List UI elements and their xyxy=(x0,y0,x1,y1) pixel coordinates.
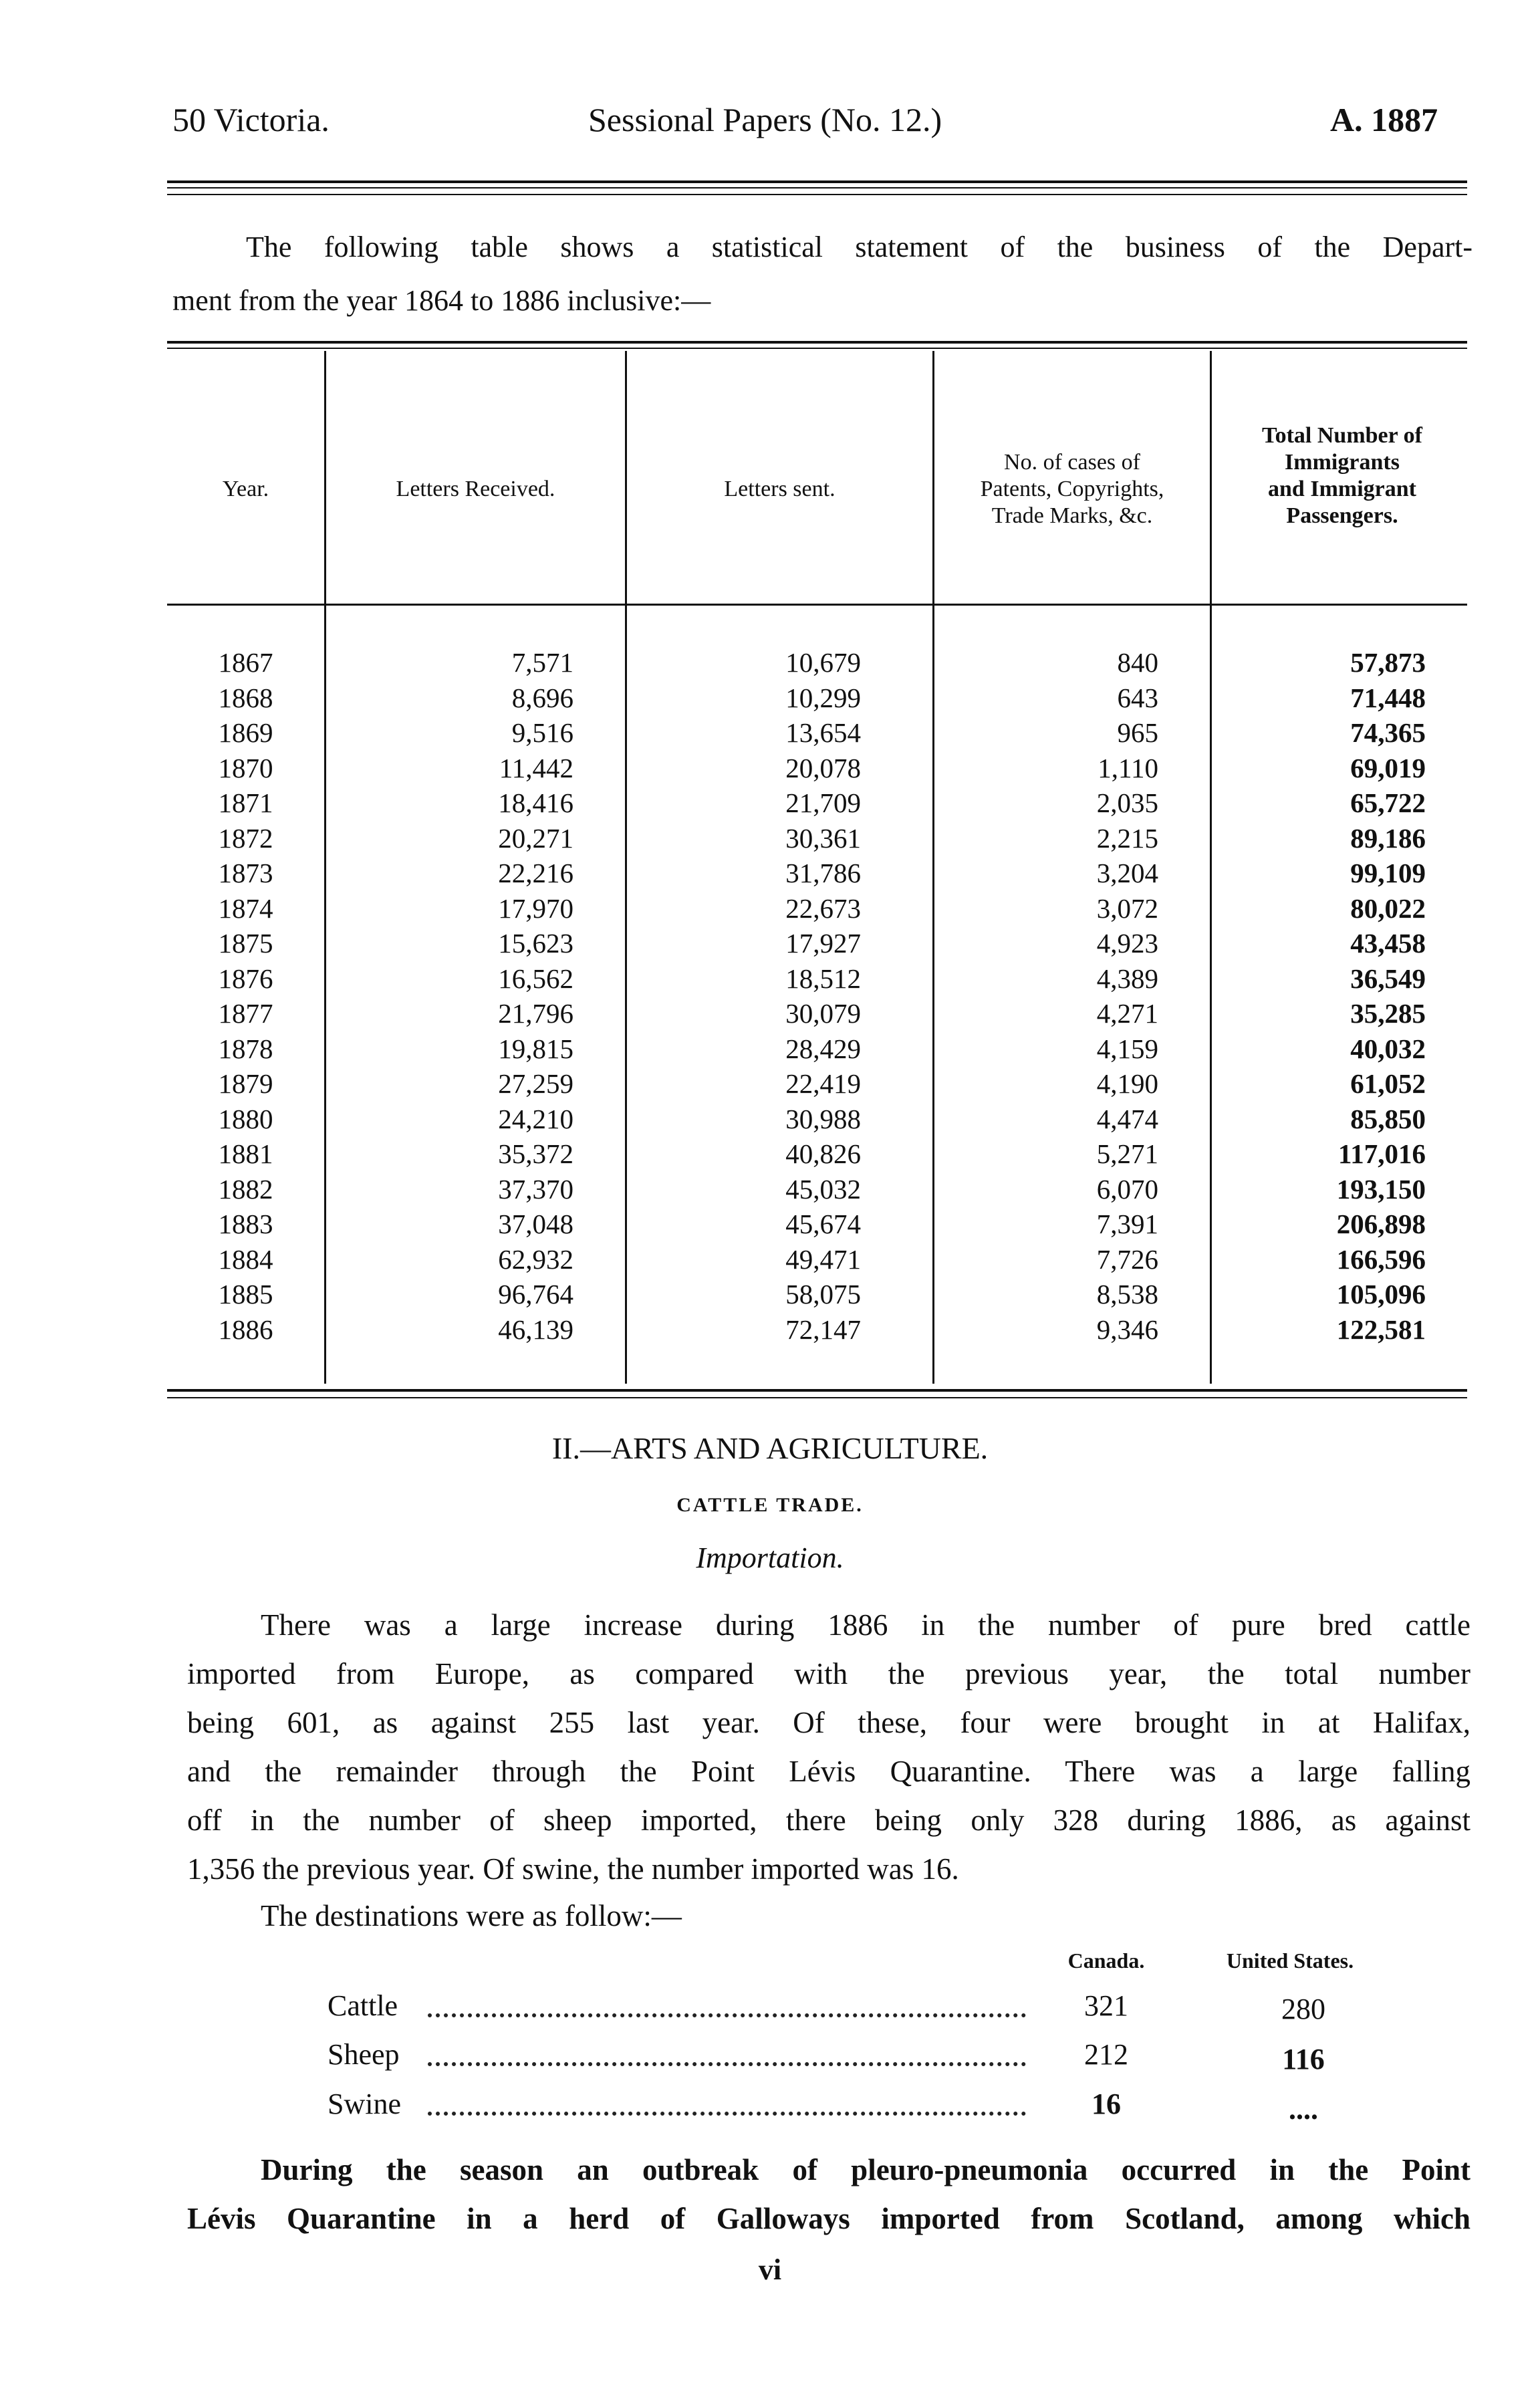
col-header-immigrants-line: Total Number of xyxy=(1262,423,1422,448)
table-cell: 11,442 xyxy=(499,752,573,783)
table-cell: 1877 xyxy=(218,998,273,1029)
header-rule-1 xyxy=(167,180,1467,183)
col-header-patents xyxy=(934,449,1210,529)
table-cell: 96,764 xyxy=(498,1279,573,1309)
table-cell: 40,826 xyxy=(785,1138,861,1169)
paragraph-line: Lévis Quarantine in a herd of Galloways imported from Scotland, among which xyxy=(187,2202,1470,2235)
table-cell: 643 xyxy=(1117,682,1158,713)
col-header-immigrants-line: and Immigrant xyxy=(1268,477,1416,501)
table-cell: 71,448 xyxy=(1350,682,1426,713)
table-cell: 85,850 xyxy=(1350,1103,1426,1134)
table-cell: 10,299 xyxy=(785,682,861,713)
table-cell: 1868 xyxy=(218,682,273,713)
table-cell: 36,549 xyxy=(1350,963,1426,994)
table-cell: 6,070 xyxy=(1096,1173,1158,1205)
table-cell: 193,150 xyxy=(1336,1173,1426,1205)
table-cell: 21,796 xyxy=(498,998,573,1029)
table-cell: 49,471 xyxy=(785,1243,861,1275)
paragraph-importation xyxy=(187,1601,1470,1894)
section-subsubtitle: Importation. xyxy=(696,1541,844,1574)
dot-leader xyxy=(428,2062,1026,2066)
table-top-rule-1 xyxy=(167,341,1467,344)
table-bottom-rule-1 xyxy=(167,1389,1467,1392)
table-cell: 7,391 xyxy=(1096,1209,1158,1239)
paragraph-line: off in the number of sheep imported, there being only 328 during 1886, as against xyxy=(187,1803,1470,1837)
table-cell: 4,923 xyxy=(1096,928,1158,959)
paragraph-outbreak xyxy=(187,2146,1470,2243)
table-cell: 8,696 xyxy=(511,682,573,713)
destinations-canada-value: 321 xyxy=(1084,1989,1128,2022)
header-rule-2 xyxy=(167,187,1467,189)
table-cell: 3,072 xyxy=(1096,892,1158,924)
dot-leader xyxy=(428,2112,1026,2116)
col-header-letters-received: Letters Received. xyxy=(396,477,555,501)
table-cell: 99,109 xyxy=(1350,858,1426,888)
table-cell: 19,815 xyxy=(498,1033,573,1064)
table-cell: 37,048 xyxy=(498,1209,573,1239)
table-cell: 840 xyxy=(1117,647,1158,678)
section-subtitle: CATTLE TRADE. xyxy=(676,1494,864,1516)
paragraph-line: imported from Europe, as compared with the previous year, the total number xyxy=(187,1657,1470,1690)
table-cell: 22,216 xyxy=(498,858,573,888)
col-header-immigrants-line: Passengers. xyxy=(1286,503,1398,528)
table-cell: 43,458 xyxy=(1350,928,1426,959)
table-cell: 117,016 xyxy=(1338,1138,1426,1169)
table-cell: 89,186 xyxy=(1350,822,1426,854)
table-cell: 3,204 xyxy=(1096,858,1158,888)
table-cell: 1881 xyxy=(218,1138,273,1169)
table-cell: 1875 xyxy=(218,928,273,959)
table-cell: 13,654 xyxy=(785,717,861,748)
col-header-letters-sent: Letters sent. xyxy=(724,477,836,501)
table-cell: 9,516 xyxy=(511,717,573,748)
table-cell: 10,679 xyxy=(785,647,861,678)
table-cell: 45,032 xyxy=(785,1173,861,1205)
table-cell: 206,898 xyxy=(1336,1209,1426,1239)
table-cell: 22,673 xyxy=(785,892,861,924)
dot-leader xyxy=(428,2013,1026,2017)
col-header-patents-line: Patents, Copyrights, xyxy=(980,477,1164,501)
table-cell: 62,932 xyxy=(498,1243,573,1275)
table-cell: 1870 xyxy=(218,752,273,783)
paragraph-line: and the remainder through the Point Lévis Quarantine. There was a large falling xyxy=(187,1755,1470,1788)
table-cell: 35,285 xyxy=(1350,998,1426,1029)
table-cell: 69,019 xyxy=(1350,752,1426,783)
intro-line-2: ment from the year 1864 to 1886 inclusive:— xyxy=(172,284,711,317)
table-top-rule-2 xyxy=(167,348,1467,349)
table-cell: 1879 xyxy=(218,1068,273,1099)
table-cell: 30,361 xyxy=(785,822,861,854)
destinations-col-us: United States. xyxy=(1226,1949,1354,1973)
table-cell: 5,271 xyxy=(1096,1138,1158,1169)
destinations-canada-value: 212 xyxy=(1084,2038,1128,2071)
table-cell: 1886 xyxy=(218,1313,273,1345)
table-cell: 1880 xyxy=(218,1103,273,1134)
table-cell: 27,259 xyxy=(498,1068,573,1099)
table-cell: 1876 xyxy=(218,963,273,994)
destinations-us-value: .... xyxy=(1289,2093,1318,2126)
header-center: Sessional Papers (No. 12.) xyxy=(588,101,942,138)
table-cell: 1869 xyxy=(218,717,273,748)
col-header-year: Year. xyxy=(222,477,269,501)
header-divider-rule xyxy=(167,604,1467,606)
col-header-immigrants-line: Immigrants xyxy=(1285,450,1400,475)
table-cell: 28,429 xyxy=(785,1033,861,1064)
table-cell: 4,190 xyxy=(1096,1068,1158,1099)
paragraph-line: being 601, as against 255 last year. Of these, four were brought in at Halifax, xyxy=(187,1706,1470,1739)
table-cell: 24,210 xyxy=(498,1103,573,1134)
table-cell: 1867 xyxy=(218,647,273,678)
header-left: 50 Victoria. xyxy=(172,101,330,138)
table-cell: 7,726 xyxy=(1096,1243,1158,1275)
table-cell: 22,419 xyxy=(785,1068,861,1099)
destinations-col-canada: Canada. xyxy=(1067,1949,1145,1973)
destinations-name: Sheep xyxy=(328,2038,400,2071)
table-cell: 1883 xyxy=(218,1209,273,1239)
destinations-intro: The destinations were as follow:— xyxy=(261,1899,682,1932)
table-cell: 2,035 xyxy=(1096,787,1158,818)
table-cell: 20,271 xyxy=(498,822,573,854)
table-cell: 1885 xyxy=(218,1279,273,1309)
table-cell: 4,271 xyxy=(1096,998,1158,1029)
table-cell: 105,096 xyxy=(1336,1279,1426,1309)
table-cell: 1873 xyxy=(218,858,273,888)
table-cell: 16,562 xyxy=(498,963,573,994)
destinations-us-value: 280 xyxy=(1281,1993,1325,2025)
destinations-name: Cattle xyxy=(328,1989,398,2022)
table-bottom-rule-2 xyxy=(167,1397,1467,1398)
table-cell: 7,571 xyxy=(511,647,573,678)
table-cell: 30,988 xyxy=(785,1103,861,1134)
table-cell: 72,147 xyxy=(785,1313,861,1345)
table-cell: 122,581 xyxy=(1336,1313,1426,1345)
table-cell: 80,022 xyxy=(1350,892,1426,924)
table-cell: 17,927 xyxy=(785,928,861,959)
table-cell: 20,078 xyxy=(785,752,861,783)
intro-text xyxy=(172,221,1472,328)
table-cell: 31,786 xyxy=(785,858,861,888)
paragraph-line: During the season an outbreak of pleuro-pneumonia occurred in the Point xyxy=(261,2153,1470,2186)
col-header-patents-line: Trade Marks, &c. xyxy=(991,503,1153,528)
paragraph-line: There was a large increase during 1886 in the number of pure bred cattle xyxy=(261,1608,1470,1642)
destinations-canada-value: 16 xyxy=(1092,2088,1121,2120)
table-cell: 30,079 xyxy=(785,998,861,1029)
intro-line-1: The following table shows a statistical statement of the business of the Depart- xyxy=(246,231,1472,263)
header-right: A. 1887 xyxy=(1330,101,1438,138)
table-cell: 15,623 xyxy=(498,928,573,959)
table-cell: 2,215 xyxy=(1096,822,1158,854)
table-cell: 9,346 xyxy=(1096,1313,1158,1345)
table-cell: 1884 xyxy=(218,1243,273,1275)
table-cell: 40,032 xyxy=(1350,1033,1426,1064)
destinations-name: Swine xyxy=(328,2088,401,2120)
table-cell: 65,722 xyxy=(1350,787,1426,818)
header-rule-3 xyxy=(167,194,1467,195)
table-cell: 37,370 xyxy=(498,1173,573,1205)
table-cell: 166,596 xyxy=(1336,1243,1426,1275)
paragraph-line: 1,356 the previous year. Of swine, the number imported was 16. xyxy=(187,1852,959,1886)
table-cell: 35,372 xyxy=(498,1138,573,1169)
section-title: II.—ARTS AND AGRICULTURE. xyxy=(551,1431,989,1465)
page-number: vi xyxy=(758,2253,782,2286)
table-cell: 4,389 xyxy=(1096,963,1158,994)
destinations-us-value: 116 xyxy=(1282,2043,1325,2076)
table-cell: 45,674 xyxy=(785,1209,861,1239)
table-cell: 46,139 xyxy=(498,1313,573,1345)
table-cell: 1874 xyxy=(218,892,273,924)
table-cell: 1871 xyxy=(218,787,273,818)
table-cell: 17,970 xyxy=(498,892,573,924)
table-cell: 8,538 xyxy=(1096,1279,1158,1309)
table-cell: 1882 xyxy=(218,1173,273,1205)
table-cell: 18,512 xyxy=(785,963,861,994)
table-cell: 21,709 xyxy=(785,787,861,818)
table-cell: 74,365 xyxy=(1350,717,1426,748)
table-cell: 4,474 xyxy=(1096,1103,1158,1134)
table-cell: 1872 xyxy=(218,822,273,854)
table-cell: 1878 xyxy=(218,1033,273,1064)
table-cell: 965 xyxy=(1117,717,1158,748)
table-cell: 57,873 xyxy=(1350,647,1426,678)
table-cell: 18,416 xyxy=(498,787,573,818)
table-cell: 61,052 xyxy=(1350,1068,1426,1099)
table-cell: 1,110 xyxy=(1098,752,1158,783)
table-cell: 58,075 xyxy=(785,1279,861,1309)
col-header-patents-line: No. of cases of xyxy=(1004,450,1140,475)
table-cell: 4,159 xyxy=(1096,1033,1158,1064)
col-header-immigrants xyxy=(1212,422,1472,529)
